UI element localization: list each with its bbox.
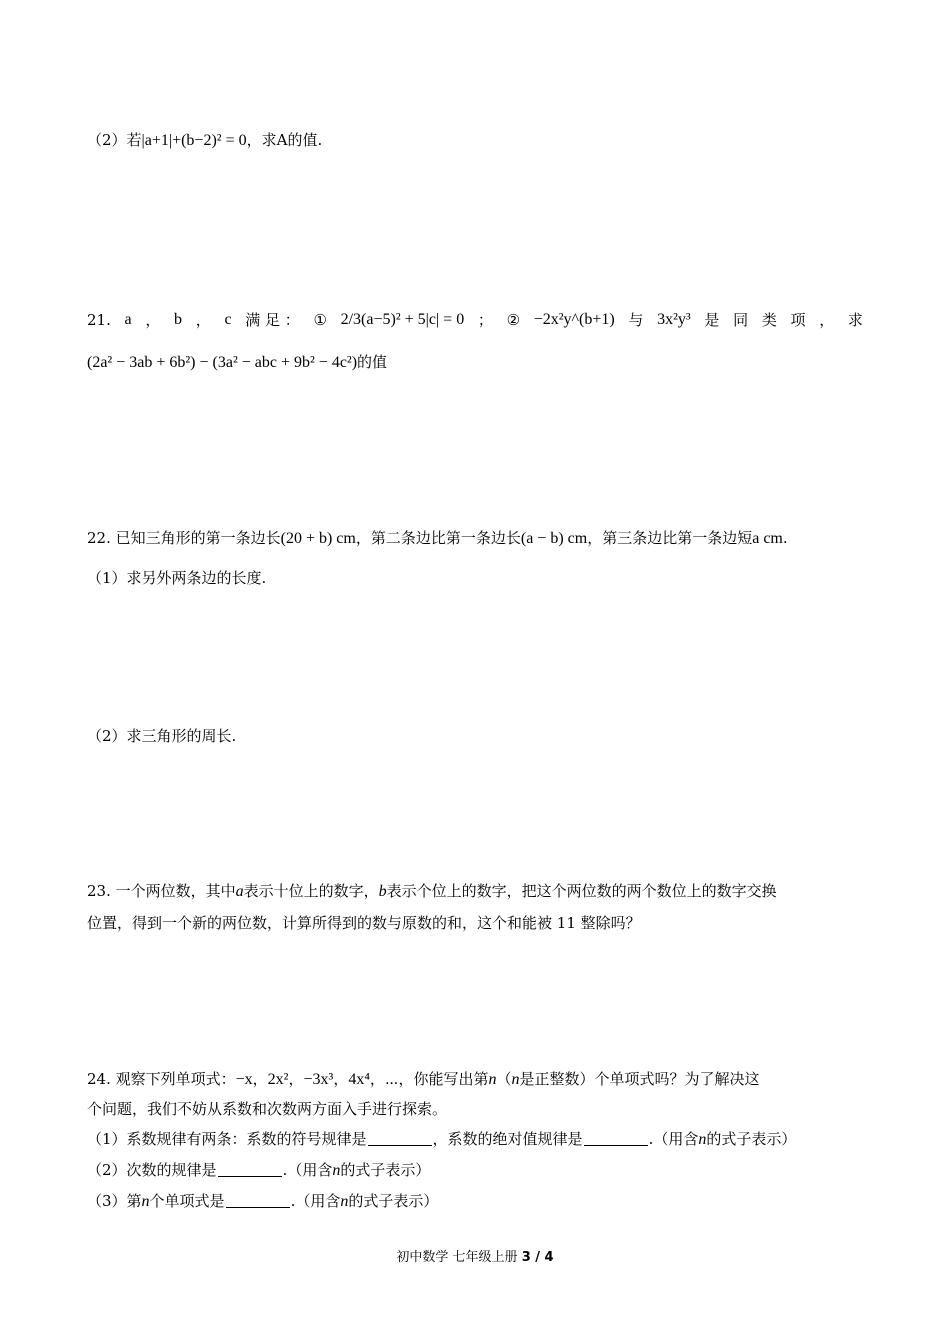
q21-condition-2a: −2x²y^(b+1) [533, 311, 615, 328]
q21-stem: 21. a ， b ， c 满 足 ： ① 2/3(a−5)² + 5|c| = 0 ； ② −2x²y^(b+1) 与 3x²y³ 是 同 类 项 ， 求 [87, 311, 863, 329]
page-number: 3 / 4 [521, 1250, 554, 1265]
answer-blank[interactable] [226, 1193, 290, 1208]
page-footer [0, 1246, 950, 1265]
q24-part2: （2）次数的规律是 .（用含n的式子表示） [87, 1161, 431, 1179]
answer-blank[interactable] [218, 1162, 282, 1177]
q22-stem: 22. 已知三角形的第一条边长(20 + b) cm，第二条边比第一条边长(a − b) cm，第三条边比第一条边短a cm. [87, 529, 788, 547]
q20-condition-math: |a+1|+(b−2)² = 0 [141, 132, 247, 149]
q24-part1: （1）系数规律有两条：系数的符号规律是 ，系数的绝对值规律是 .（用含n的式子表示） [87, 1130, 797, 1148]
q24-part3: （3）第n个单项式是 .（用含n的式子表示） [87, 1192, 439, 1210]
q20-part2: （2）若|a+1|+(b−2)² = 0，求A的值. [87, 131, 323, 149]
q22-part1: （1）求另外两条边的长度. [87, 569, 267, 587]
q21-condition-2b: 3x²y³ [657, 311, 691, 328]
q22-part2: （2）求三角形的周长. [87, 727, 237, 745]
q21-expression-line: (2a² − 3ab + 6b²) − (3a² − abc + 9b² − 4c²)的值 [87, 353, 388, 371]
answer-blank[interactable] [368, 1131, 432, 1146]
q24-line2: 个问题，我们不妨从系数和次数两方面入手进行探索。 [87, 1100, 448, 1118]
q24-line1: 24. 观察下列单项式：−x，2x²，−3x³，4x⁴，⋯，你能写出第n（n是正整数）个单项式吗？为了解决这 [87, 1070, 760, 1088]
footer-title: 初中数学 七年级上册 [396, 1250, 518, 1265]
q23-line1: 23. 一个两位数，其中a表示十位上的数字，b表示个位上的数字，把这个两位数的两个数位上的数字交换 [87, 882, 777, 900]
q21-expression: (2a² − 3ab + 6b²) − (3a² − abc + 9b² − 4c²) [87, 354, 358, 371]
q23-line2: 位置，得到一个新的两位数，计算所得到的数与原数的和，这个和能被 11 整除吗？ [87, 914, 641, 932]
answer-blank[interactable] [584, 1131, 648, 1146]
q21-condition-1: 2/3(a−5)² + 5|c| = 0 [340, 311, 465, 328]
